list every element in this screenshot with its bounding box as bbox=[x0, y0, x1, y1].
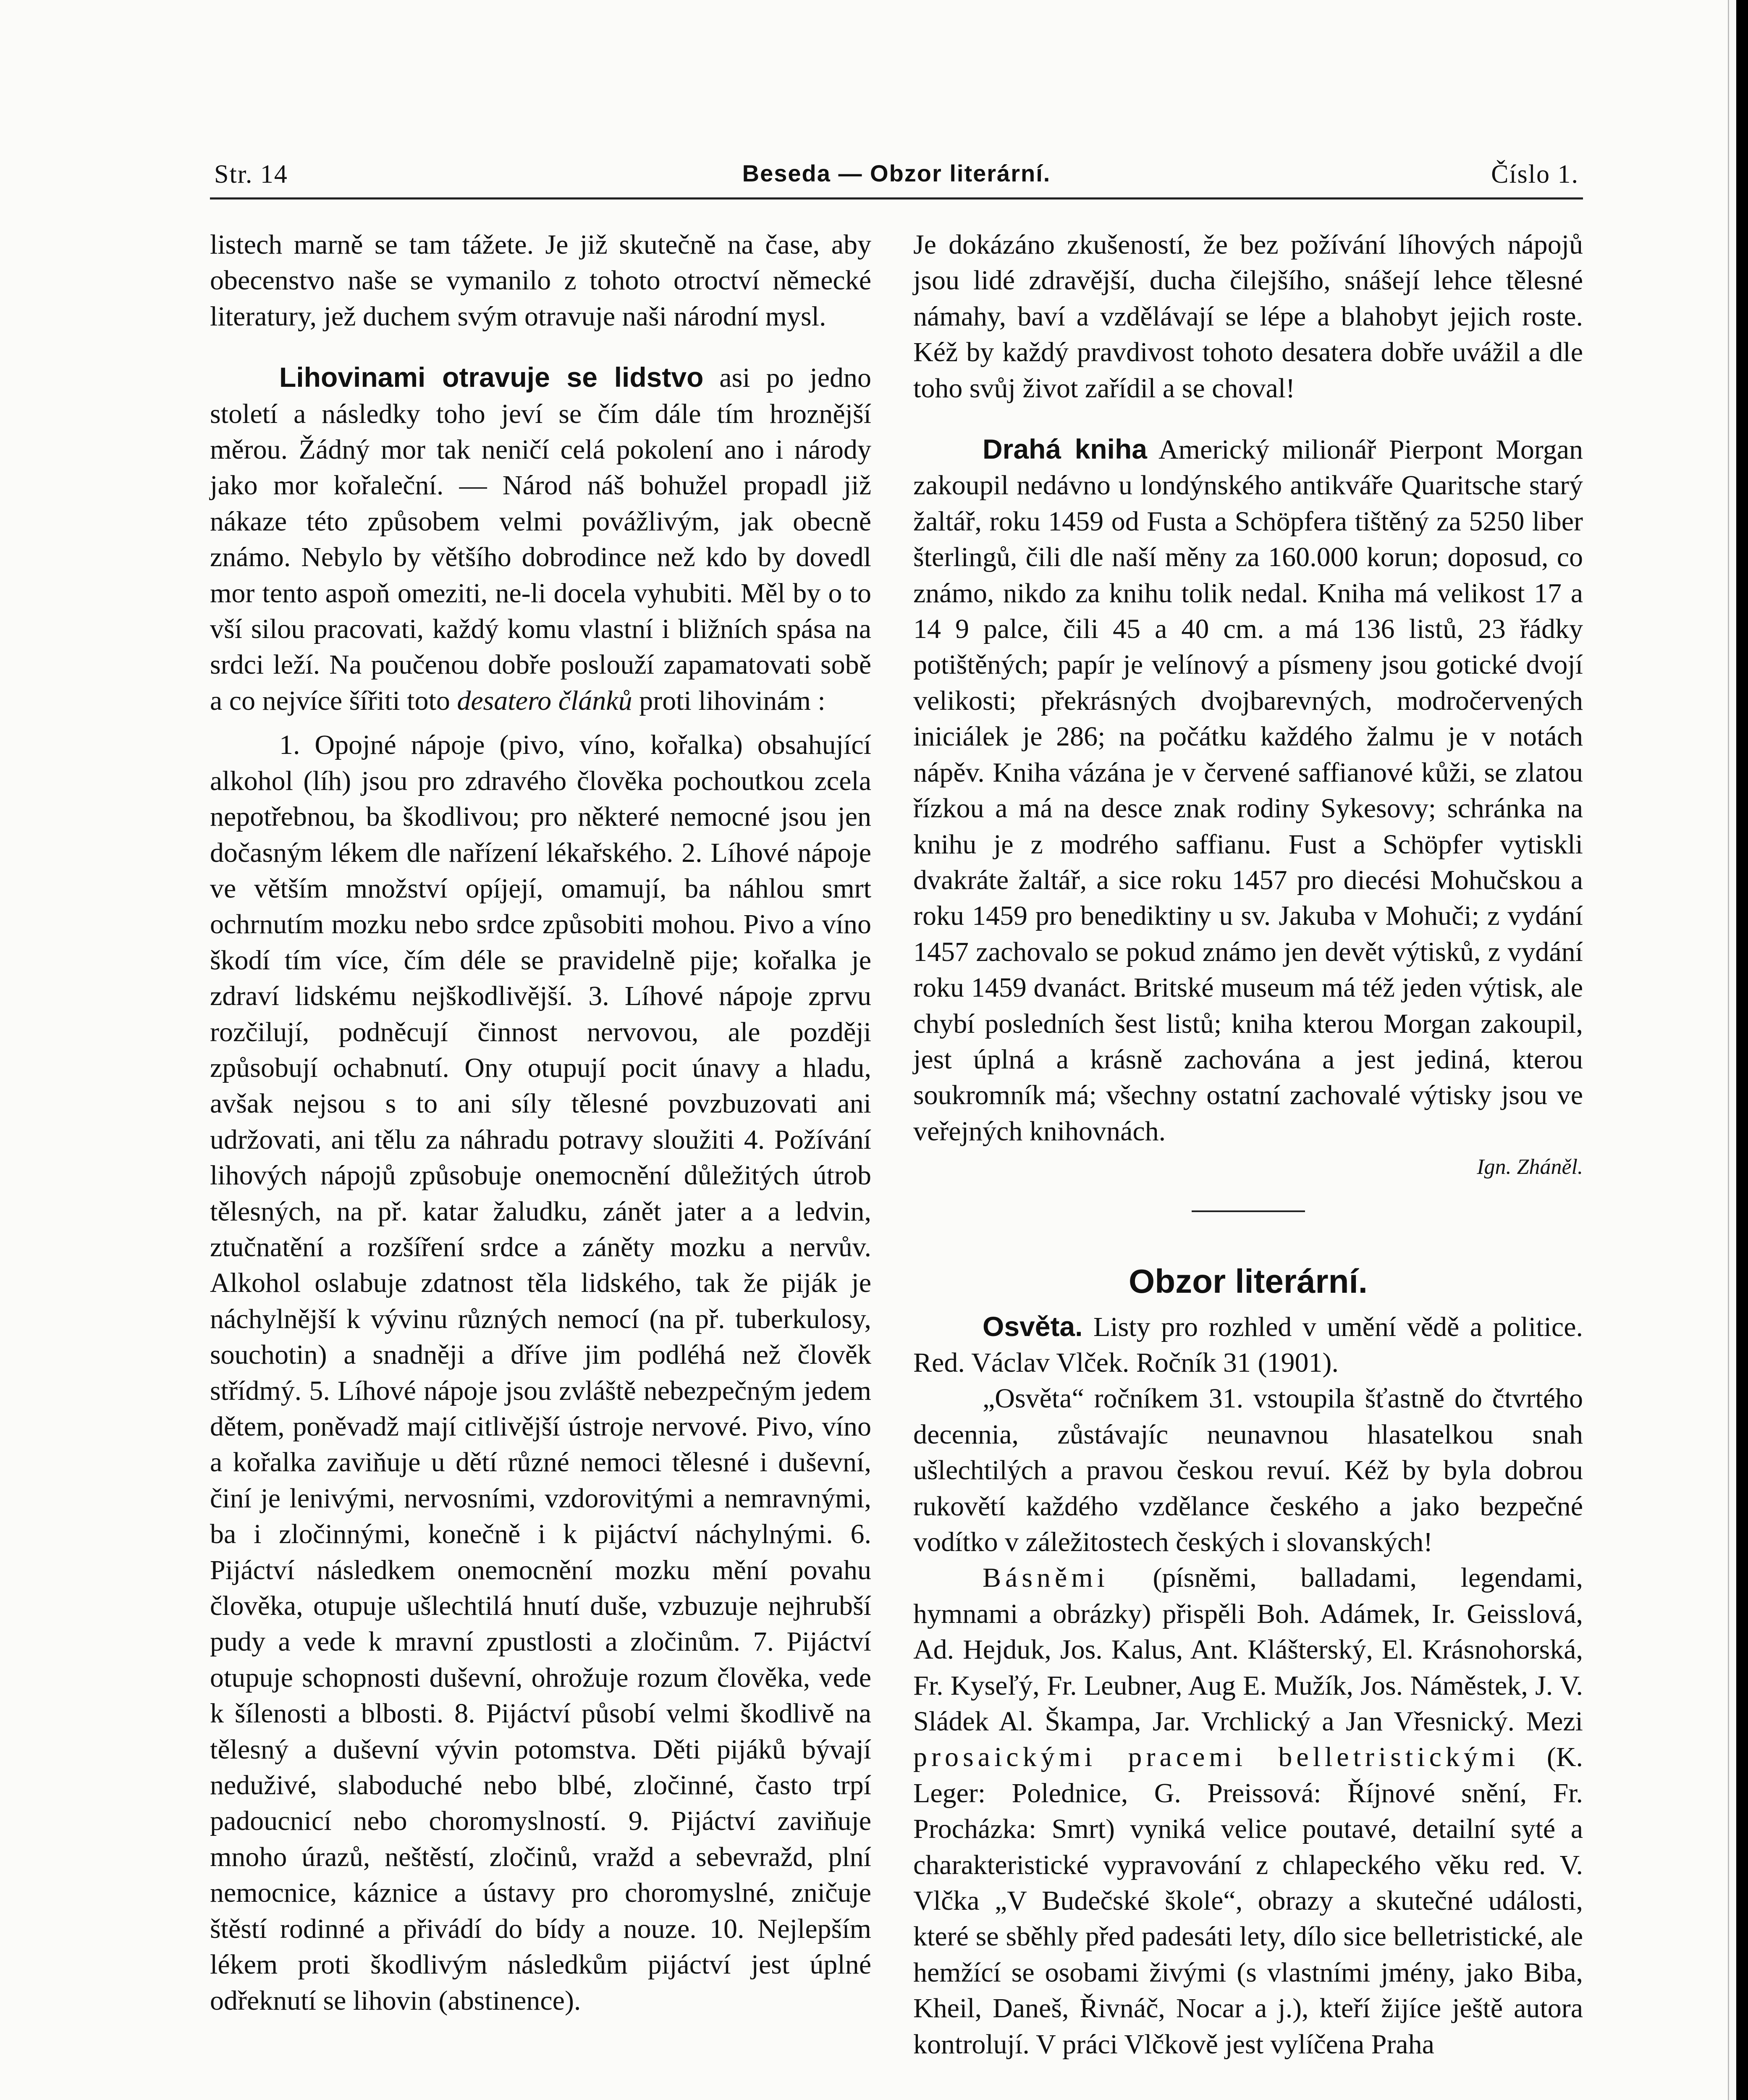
paragraph-osveta-review: „Osvěta“ ročníkem 31. vstoupila šťastně do čtvrtého decennia, zůstávajíc neunavnou hlasatelkou snah ušlechtilých a pravou českou revuí. Kéž by byla dobrou rukovětí každého vzdělance českého a jako bezpečné vodítko v záležitostech českých i slovanských! bbox=[913, 1383, 1583, 1557]
running-header bbox=[210, 151, 1583, 200]
ten-articles-list: 1. Opojné nápoje (pivo, víno, kořalka) obsahující alkohol (líh) jsou pro zdravého člověka pochoutkou zcela nepotřebnou, ba škodlivou; pro některé nemocné jsou jen dočasným lékem dle nařízení lékařského. 2. Líhové nápoje ve větším množství opíjejí, omamují, ba náhlou smrt ochrnutím mozku nebo srdce způsobiti mohou. Pivo a víno škodí tím více, čím déle se pravidelně pije; kořalka je zdraví lidskému nejškodlivější. 3. Líhové nápoje zprvu rozčilují, podněcují činnost nervovou, ale později způsobují ochabnutí. Ony otupují pocit únavy a hladu, avšak nejsou s to ani síly tělesné povzbuzovati ani udržovati, ani tělu za náhradu potravy sloužiti 4. Požívání lihových nápojů způsobuje onemocnění důležitých útrob tělesných, na př. katar žaludku, zánět jater a a ledvin, ztučnatění a rozšíření srdce a záněty mozku a nervův. Alkohol oslabuje zdatnost těla lidského, tak že piják je náchylnější k vývinu různých nemocí (na př. tuberkulosy, souchotin) a snadněji a dříve jim podléhá než člověk střídmý. 5. Líhové nápoje jsou zvláště nebezpečným jedem dětem, poněvadž mají citlivější ústroje nervové. Pivo, víno a kořalka zaviňuje u dětí různé nemoci tělesné i duševní, činí je lenivými, nervosními, vzdorovitými a nemravnými, ba i zločinnými, konečně i k pijáctví náchylnými. 6. Pijáctví následkem onemocnění mozku mění povahu člověka, otupuje ušlechtilá hnutí duše, vzbuzuje nejhrubší pudy a vede k mravní zpustlosti a zločinům. 7. Pijáctví otupuje schopnosti duševní, ohrožuje rozum člověka, vede k šílenosti a blbosti. 8. Pijáctví působí velmi škodlivě na tělesný a duševní vývin potomstva. Děti pijáků bývají neduživé, slaboduché nebo blbé, zločinné, často trpí padoucnicí nebo choromyslností. 9. Pijáctví zaviňuje mnoho úrazů, neštěstí, zločinů, vražd a sebevražd, plní nemocnice, káznice a ústavy pro choromyslné, zničuje štěstí rodinné a přivádí do bídy a nouze. 10. Nejlepším lékem proti škodlivým následkům pijáctví jest úplné odřeknutí se lihovin (abstinence). bbox=[210, 730, 871, 2016]
spaced-phrase-prose: prosaickými pracemi belletristickými bbox=[913, 1742, 1520, 1773]
right-column bbox=[913, 227, 1583, 2062]
paragraph-text: asi po jedno století a následky toho jeví se čím dále tím hroznější měrou. Žádný mor tak neničí celá pokolení ano i národy jako mor kořaleční. — Národ náš bohužel propadl již nákaze této způsobem velmi povážlivým, jak obecně známo. Nebylo by většího dobrodince než kdo by dovedl mor tento aspoň omeziti, ne-li docela vyhubiti. Měl by o to vší silou pracovati, každý komu vlastní i bližních spása na srdci leží. Na poučenou dobře poslouží zapamatovati sobě a co nejvíce šířiti toto bbox=[210, 362, 871, 716]
spaced-word-poems: Básněmi bbox=[983, 1562, 1109, 1593]
article-lead-alcohol: Lihovinami otravuje se lidstvo bbox=[279, 362, 704, 393]
paragraph-expensive-book bbox=[913, 431, 1583, 1149]
left-column bbox=[210, 227, 871, 2019]
running-title: Beseda — Obzor literární. bbox=[742, 160, 1051, 186]
section-title: Obzor literární. bbox=[1129, 1262, 1368, 1300]
article-lead-book: Drahá kniha bbox=[983, 433, 1147, 465]
italic-phrase: desatero článků bbox=[457, 685, 632, 716]
paragraph-conclusion: Je dokázáno zkušeností, že bez požívání líhových nápojů jsou lidé zdravější, ducha čilejšího, snášejí lehce tělesné námahy, baví a vzdělávají se lépe a blahobyt jejich roste. Kéž by každý pravdivost tohoto desatera dobře uvážil a dle toho svůj život zařídil a se choval! bbox=[913, 229, 1583, 404]
issue-number: Číslo 1. bbox=[1491, 160, 1579, 189]
paragraph-text: (písněmi, balladami, legendami, hymnami a obrázky) přispěli Boh. Adámek, Ir. Geisslová, Ad. Hejduk, Jos. Kalus, Ant. Klášterský, El. Krásnohorská, Fr. Kyseľý, Fr. Leubner, Aug E. Mužík, Jos. Náměstek, J. V. Sládek Al. Škampa, Jar. Vrchlický a Jan Vřesnický. Mezi bbox=[913, 1562, 1583, 1737]
scan-edge bbox=[1728, 0, 1729, 2100]
page-number: Str. 14 bbox=[214, 160, 288, 189]
paragraph-text: Americký milionář Pierpont Morgan zakoupil nedávno u londýnského antikváře Quaritsche starý žaltář, roku 1459 od Fusta a Schöpfera tištěný za 5250 liber šterlingů, čili dle naší měny za 160.000 korun; doposud, co známo, nikdo za knihu tolik nedal. Kniha má velikost 17 a 14 9 palce, čili 45 a 40 cm. a má 136 listů, 23 řádky potištěných; papír je velínový a písmeny jsou gotické dvojí velikosti; překrásných dvojbarevných, modročervených iniciálek je 286; na počátku každého žalmu je v notách nápěv. Kniha vázána je v červené saffianové kůži, se zlatou řízkou a má na desce znak rodiny Sykesovy; schránka na knihu je z modrého saffianu. Fust a Schöpfer vytiskli dvakráte žaltář, a sice roku 1457 pro diecési Mohučskou a roku 1459 pro benediktiny u sv. Jakuba v Mohuči; z vydání 1457 zachovalo se pokud známo jen devět výtisků, z vydání roku 1459 dvanáct. Britské museum má též jeden výtisk, ale chybí posledních šest listů; kniha kterou Morgan zakoupil, jest úplná a krásně zachována a jest jediná, kterou soukromník má; všechny ostatní zachovalé výtisky jsou ve veřejných knihovnách. bbox=[913, 434, 1583, 1147]
paragraph-text-end: proti lihovinám : bbox=[632, 685, 826, 716]
article-lead-osveta: Osvěta. bbox=[983, 1310, 1083, 1342]
paragraph-poems bbox=[913, 1560, 1583, 2062]
author-signature: Ign. Zháněl. bbox=[1477, 1155, 1583, 1179]
paragraph-osveta-intro bbox=[913, 1309, 1583, 1381]
paragraph-alcohol bbox=[210, 360, 871, 719]
paragraph-text: Listy pro rozhled v umění vědě a politice. Red. Václav Vlček. Ročník 31 (1901). bbox=[913, 1311, 1583, 1378]
paragraph-text-end: (K. Leger: Polednice, G. Preissová: Říjnové snění, Fr. Procházka: Smrt) vyniká velice poutavé, detailní syté a charakteristické vypravování z chlapeckého věku red. V. Vlčka „V Budečské škole“, obrazy a skutečné události, které se sběhly před padesáti lety, dílo sice belletristické, ale hemžící se osobami živými (s vlastními jmény, jako Biba, Kheil, Daneš, Řivnáč, Nocar a j.), kteří žijíce ještě autora kontrolují. V práci Vlčkově jest vylíčena Praha bbox=[913, 1742, 1583, 2060]
section-divider bbox=[1192, 1210, 1305, 1212]
paragraph-continuation: listech marně se tam tážete. Je již skutečně na čase, aby obecenstvo naše se vymanilo z tohoto otroctví německé literatury, jež duchem svým otravuje naši národní mysl. bbox=[210, 229, 871, 332]
